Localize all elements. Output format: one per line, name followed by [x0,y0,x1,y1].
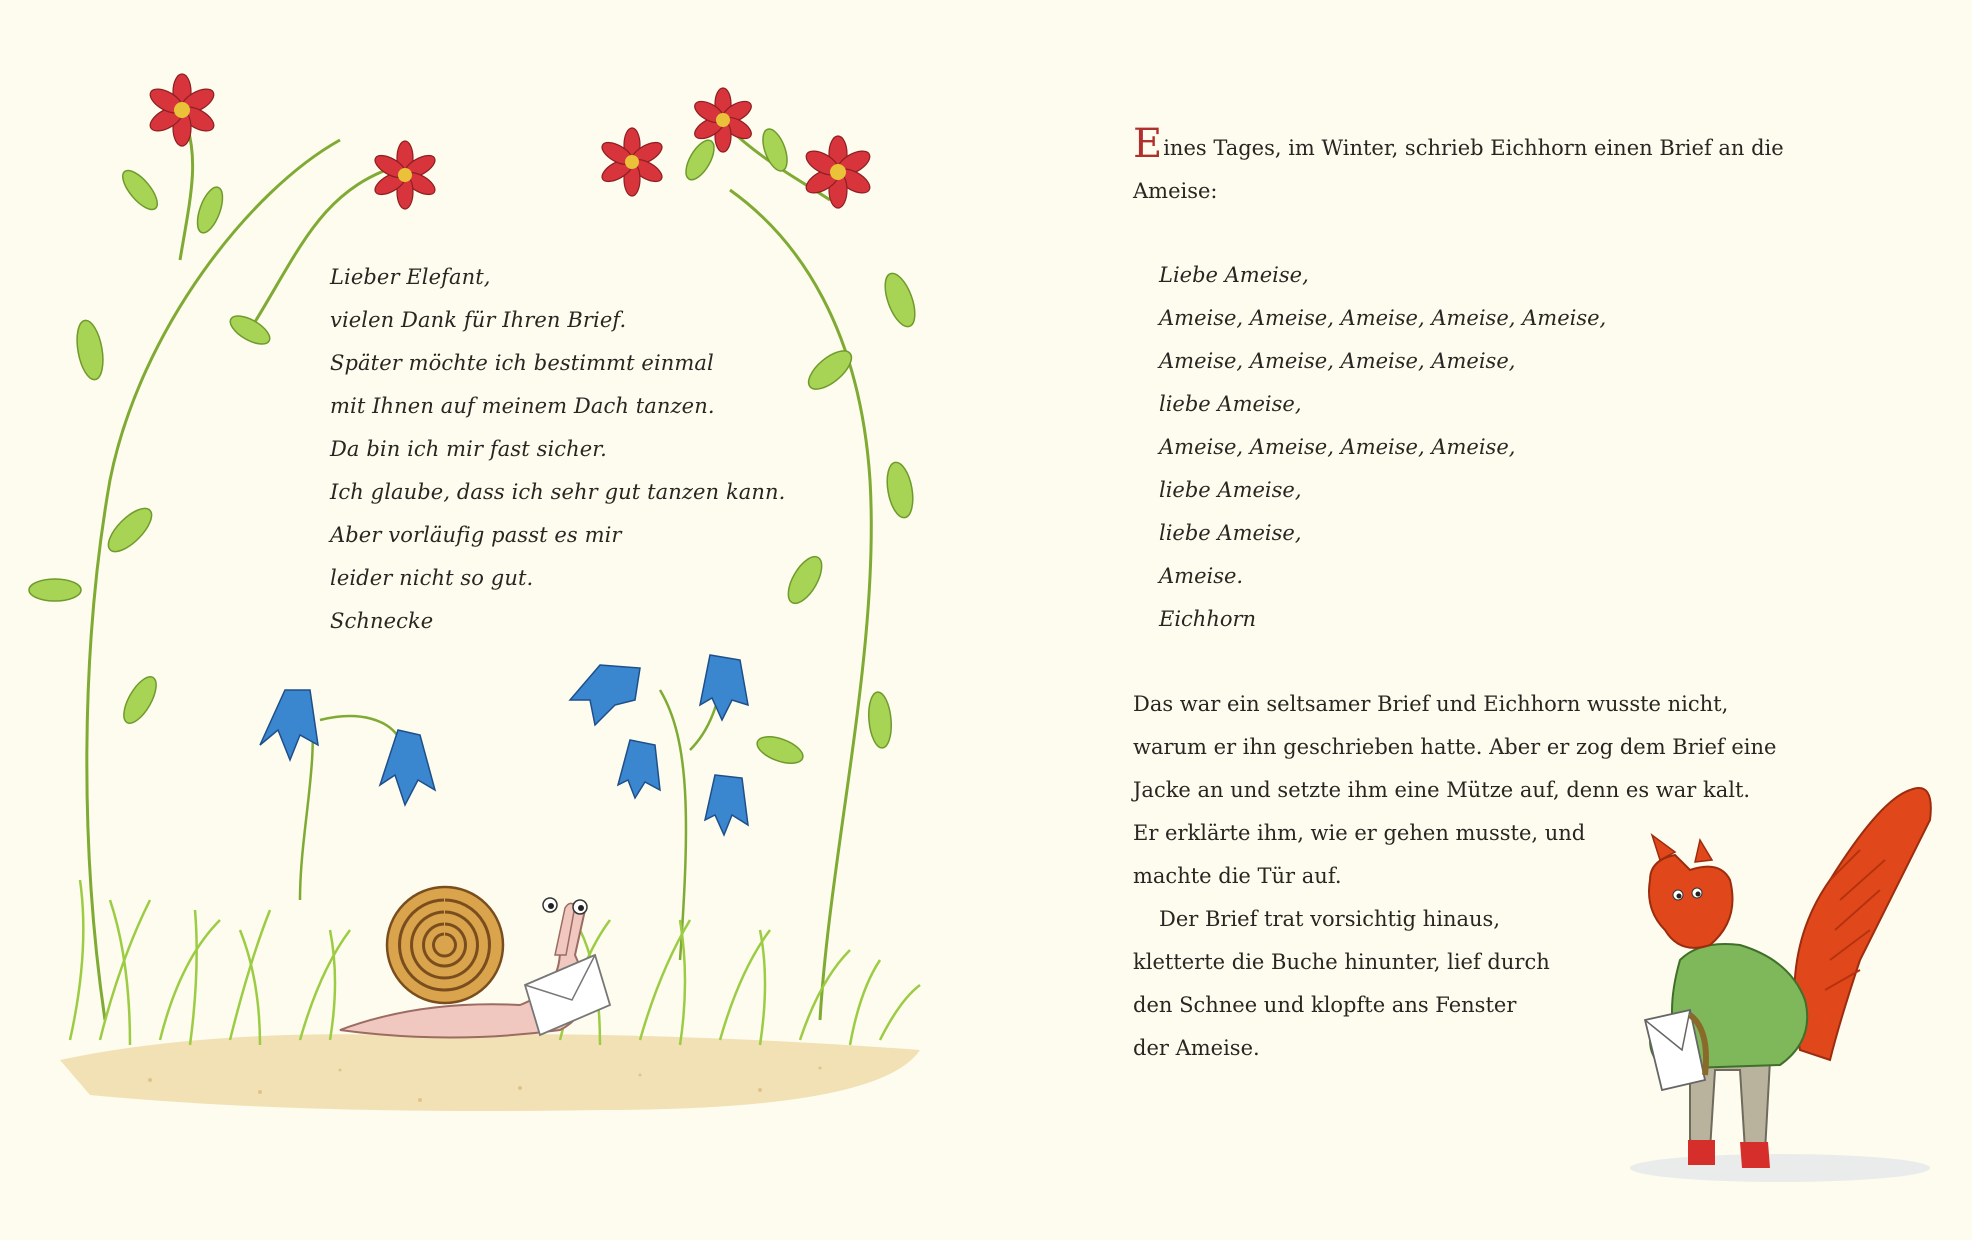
story-text [1133,121,1813,1070]
letter-signature: Schnecke [330,609,434,633]
letter-line: liebe Ameise, [1159,392,1302,416]
story-line: Der Brief trat vorsichtig hinaus, [1159,907,1501,931]
squirrel-letter [1133,254,1813,641]
story-line: Er erklärte ihm, wie er gehen musste, und [1133,821,1586,845]
story-line: Jacke an und setzte ihm eine Mütze auf, denn es war kalt. [1133,778,1751,802]
story-paragraph [1133,683,1813,1070]
intro-text: ines Tages, im Winter, schrieb Eichhorn einen Brief an die [1163,136,1784,160]
story-line: den Schnee und klopfte ans Fenster [1133,993,1517,1017]
letter-line: mit Ihnen auf meinem Dach tanzen. [330,394,715,418]
letter-line: vielen Dank für Ihren Brief. [330,308,627,332]
story-line: Das war ein seltsamer Brief und Eichhorn wusste nicht, [1133,692,1729,716]
drop-cap: E [1133,121,1163,167]
story-line: machte die Tür auf. [1133,864,1342,888]
letter-line: Ameise, Ameise, Ameise, Ameise, [1159,349,1516,373]
right-page [986,0,1972,1240]
envelope-icon [525,955,610,1035]
letter-line: liebe Ameise, [1159,478,1302,502]
letter-line: Lieber Elefant, [330,265,491,289]
letter-line: leider nicht so gut. [330,566,534,590]
intro-line-1 [1133,121,1813,170]
letter-line: Ameise. [1159,564,1244,588]
letter-line: Aber vorläufig passt es mir [330,523,622,547]
letter-line: Da bin ich mir fast sicher. [330,437,607,461]
letter-line: Ameise, Ameise, Ameise, Ameise, Ameise, [1159,306,1607,330]
letter-line: Später möchte ich bestimmt einmal [330,351,714,375]
story-line: kletterte die Buche hinunter, lief durch [1133,950,1550,974]
bluebell-icon [260,655,748,960]
snail-letter [330,256,785,643]
letter-line: liebe Ameise, [1159,521,1302,545]
story-line: warum er ihn geschrieben hatte. Aber er zog dem Brief eine [1133,735,1777,759]
intro-line-2: Ameise: [1133,179,1218,203]
letter-signature: Eichhorn [1159,607,1257,631]
letter-line: Liebe Ameise, [1159,263,1309,287]
letter-line: Ich glaube, dass ich sehr gut tanzen kann. [330,480,786,504]
letter-line: Ameise, Ameise, Ameise, Ameise, [1159,435,1516,459]
intro-paragraph [1133,121,1813,213]
story-line: der Ameise. [1133,1036,1260,1060]
